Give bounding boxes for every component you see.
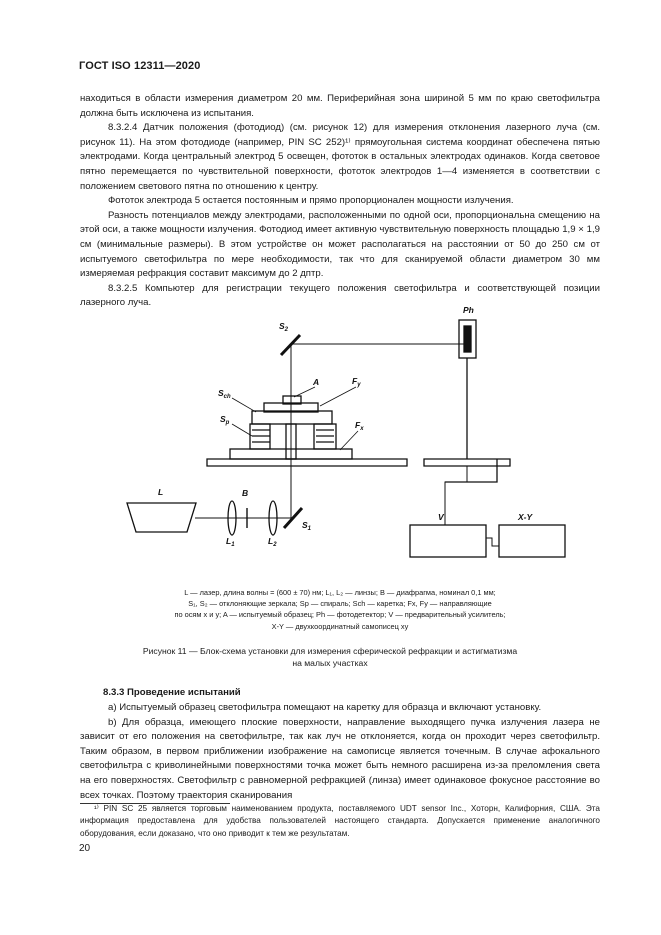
section-title: 8.3.3 Проведение испытаний — [103, 687, 241, 698]
page-number: 20 — [79, 843, 91, 854]
label-v: V — [438, 512, 444, 522]
legend-line: X-Y — двухкоординатный самописец xy — [271, 621, 409, 631]
legend-line: L — лазер, длина волны = (600 ± 70) нм; L₁, L₂ — линзы; B — диафрагма, номинал 0,1 мм; — [184, 588, 496, 597]
footnote — [80, 803, 600, 840]
label-s1: $S_1$ — [302, 520, 312, 532]
legend-line: по осям x и y; A — испытуемый образец; Ph — фотодетектор; V — предварительный усилитель; — [174, 610, 506, 620]
label-xy: X-Y — [518, 512, 533, 522]
leader-a — [294, 387, 315, 397]
label-fx: $F_x$ — [355, 420, 364, 432]
paragraph: а) Испытуемый образец светофильтра помещают на каретку для образца и включают установку. — [108, 702, 542, 713]
document-header: ГОСТ ISO 12311—2020 — [79, 60, 201, 72]
leader-sch — [232, 398, 256, 412]
label-sch: $S_{ch}$ — [218, 388, 231, 400]
caption-line: Рисунок 11 — Блок-схема установки для измерения сферической рефракции и астигматизма — [142, 646, 518, 656]
paragraph: Разность потенциалов между электродами, расположенными по одной оси, пропорциональна смещению на этой оси, а также мощности излучения. Фотодиод имеет активную чувствительную поверхность площадью 1,9 × 1,9 см (минимальные размеры). В этом устройстве он может располагаться на расстоянии от 50 до 250 см от испытуемого светофильтра по мере необходимости, так что для сканируемой области диаметром 30 мм измеряемая рефракция составит максимум до 2 дптр. — [80, 209, 600, 280]
preamplifier — [410, 525, 486, 557]
label-s2: $S_2$ — [279, 321, 289, 333]
paragraph: b) Для образца, имеющего плоские поверхности, направление выходящего пучка излучения лазера не зависит от его положения на светофильтре, так как луч не отклоняется, когда он проходит через светофильтр. Таким образом, в первом приближении изображение на самописце является точечным. В случае афокального светофильтра с криволинейными поверхностями точка может быть немного расширена из-за преломления света на его поверхностях. Светофильтр с равномерной рефракцией (линза) имеет одинаковое фокусное расстояние во всех точках. Поэтому траектория сканирования — [80, 716, 600, 801]
label-l: L — [158, 487, 164, 497]
label-ph: Ph — [463, 305, 474, 315]
leader-fx — [340, 431, 358, 450]
paragraph: 8.3.2.5 Компьютер для регистрации текущего положения светофильтра и соответствующей позиции лазерного луча. — [80, 282, 600, 309]
legend-line: S₁, S₂ — отклоняющие зеркала; Sp — спираль; Sch — каретка; Fx, Fy — направляющие — [188, 599, 492, 609]
figure-caption — [90, 645, 570, 669]
table-step — [445, 459, 497, 482]
xy-recorder — [499, 525, 565, 557]
paragraph: Фототок электрода 5 остается постоянным и прямо пропорционален мощности излучения. — [108, 195, 514, 207]
label-l1: $L_1$ — [226, 536, 235, 548]
body-text-top — [80, 92, 600, 311]
setup-diagram — [0, 300, 661, 580]
label-fy: $F_y$ — [352, 376, 361, 388]
leader-sp — [232, 424, 252, 436]
wire-detector-amp — [445, 466, 467, 525]
carriage — [252, 411, 332, 424]
footnote-text: ¹⁾ PIN SC 25 является торговым наименованием продукта, поставляемого UDT sensor Inc., Хоторн, Калифорния, США. Эта информация предоставлена для удобства пользователей настоящего стандарта. Допускается применение аналогичного оборудования, если доказано, что оно приводит к тем же результатам. — [80, 804, 600, 838]
wire-amp-recorder — [486, 538, 499, 546]
laser — [127, 503, 196, 532]
paragraph: находиться в области измерения диаметром 20 мм. Периферийная зона шириной 5 мм по краю светофильтра должна быть исключена из испытания. — [80, 93, 600, 119]
label-l2: $L_2$ — [268, 536, 277, 548]
label-b: B — [242, 488, 249, 498]
label-a: A — [313, 377, 320, 387]
paragraph: 8.3.2.4 Датчик положения (фотодиод) (см. рисунок 12) для измерения отклонения лазерного луча (см. рисунок 11). На этом фотодиоде (например, PIN SC 252)¹⁾ прямоугольная система координат обеспечена пятью электродами. Когда центральный электрод 5 освещен, фототок в остальных электродах одинаков. Когда световое пятно перемещается по чувствительной поверхности, фототок электродов 1—4 изменяется в соответствии с положением светового пятна по отношению к центру. — [80, 122, 600, 192]
figure-legend — [110, 587, 570, 632]
body-text-bottom — [80, 701, 600, 803]
label-sp: $S_p$ — [220, 414, 230, 426]
caption-line: на малых участках — [292, 658, 368, 668]
left-table — [207, 459, 407, 466]
photodetector-window — [464, 326, 471, 352]
leader-fy — [320, 387, 356, 406]
